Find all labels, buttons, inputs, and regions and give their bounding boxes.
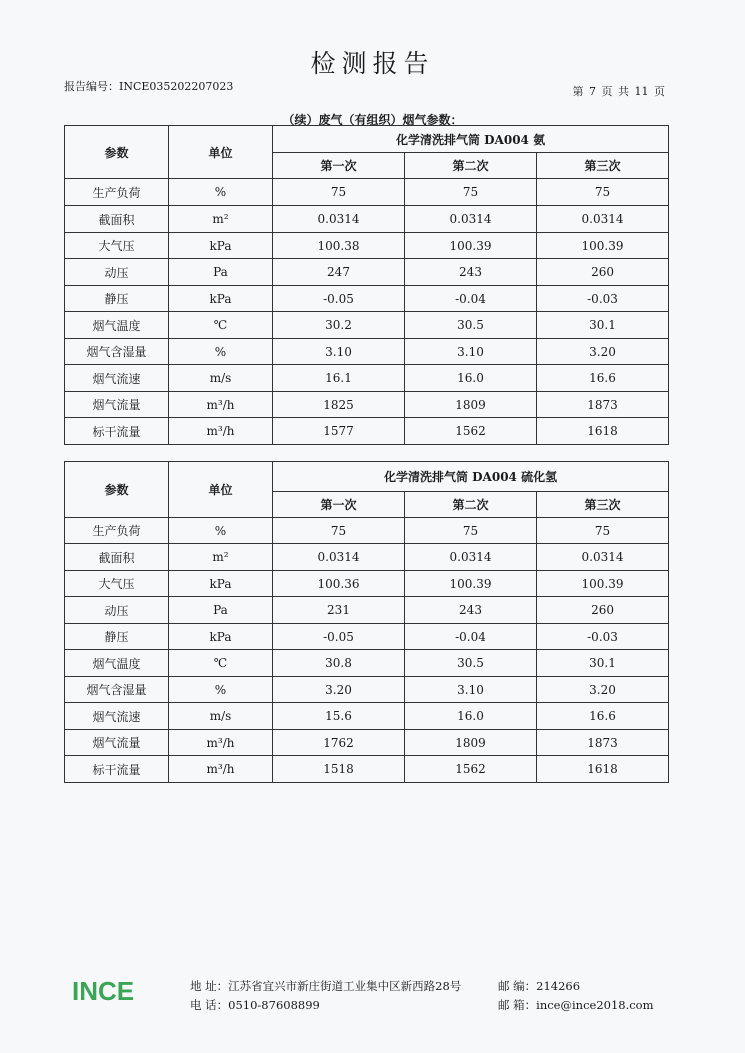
param-cell: 烟气流速 — [65, 703, 169, 730]
unit-cell: % — [169, 518, 273, 544]
unit-cell: kPa — [169, 233, 273, 259]
table-row — [65, 518, 669, 544]
unit-cell: m/s — [169, 365, 273, 392]
run-3-cell: 260 — [537, 259, 669, 286]
report-title: 检测报告 — [310, 49, 435, 78]
run-2-cell: 0.0314 — [405, 544, 537, 571]
unit-cell: ℃ — [169, 312, 273, 339]
table-row — [65, 312, 669, 339]
header-run-3: 第三次 — [537, 153, 669, 179]
run-1-cell: 1577 — [273, 418, 405, 445]
param-cell: 大气压 — [65, 233, 169, 259]
param-cell: 生产负荷 — [65, 518, 169, 544]
run-3-cell: 16.6 — [537, 703, 669, 730]
run-3-cell: 1873 — [537, 392, 669, 418]
table-row — [65, 339, 669, 365]
run-1-cell: -0.05 — [273, 624, 405, 650]
param-cell: 烟气含湿量 — [65, 677, 169, 703]
footer-email: 邮 箱：ince@ince2018.com — [498, 998, 654, 1012]
footer-address: 地 址：江苏省宜兴市新庄街道工业集中区新西路28号 — [190, 979, 462, 993]
run-2-cell: 30.5 — [405, 650, 537, 677]
header-unit: 单位 — [169, 462, 273, 518]
unit-cell: kPa — [169, 624, 273, 650]
run-2-cell: -0.04 — [405, 286, 537, 312]
table-row — [65, 418, 669, 445]
unit-cell: m/s — [169, 703, 273, 730]
table-row — [65, 365, 669, 392]
unit-cell: ℃ — [169, 650, 273, 677]
footer-phone: 电 话：0510-87608899 — [190, 998, 320, 1012]
table-row — [65, 624, 669, 650]
header-source: 化学清洗排气筒 DA004 硫化氢 — [273, 462, 669, 492]
run-3-cell: 3.20 — [537, 677, 669, 703]
table-row — [65, 179, 669, 206]
flue-gas-table-ammonia — [64, 125, 669, 445]
param-cell: 标干流量 — [65, 756, 169, 783]
page-indicator: 第 7 页 共 11 页 — [572, 85, 665, 98]
run-3-cell: 30.1 — [537, 312, 669, 339]
run-1-cell: 100.36 — [273, 571, 405, 597]
run-3-cell: 100.39 — [537, 233, 669, 259]
run-2-cell: 75 — [405, 179, 537, 206]
unit-cell: m³/h — [169, 392, 273, 418]
run-3-cell: 1873 — [537, 730, 669, 756]
run-1-cell: 16.1 — [273, 365, 405, 392]
seal-fragment — [731, 575, 743, 597]
run-1-cell: 15.6 — [273, 703, 405, 730]
table-row — [65, 571, 669, 597]
run-2-cell: -0.04 — [405, 624, 537, 650]
run-3-cell: -0.03 — [537, 624, 669, 650]
param-cell: 烟气流量 — [65, 730, 169, 756]
table-row — [65, 233, 669, 259]
unit-cell: % — [169, 179, 273, 206]
table-row — [65, 756, 669, 783]
flue-gas-table-hydrogen-sulfide — [64, 461, 669, 783]
table-row — [65, 259, 669, 286]
run-2-cell: 1809 — [405, 730, 537, 756]
table-row — [65, 703, 669, 730]
run-1-cell: 75 — [273, 179, 405, 206]
unit-cell: % — [169, 339, 273, 365]
run-1-cell: 3.20 — [273, 677, 405, 703]
header-run-3: 第三次 — [537, 492, 669, 518]
param-cell: 动压 — [65, 597, 169, 624]
header-param: 参数 — [65, 126, 169, 179]
run-3-cell: 100.39 — [537, 571, 669, 597]
param-cell: 大气压 — [65, 571, 169, 597]
param-cell: 截面积 — [65, 544, 169, 571]
run-2-cell: 1562 — [405, 756, 537, 783]
run-1-cell: 1762 — [273, 730, 405, 756]
param-cell: 烟气含湿量 — [65, 339, 169, 365]
run-3-cell: 260 — [537, 597, 669, 624]
header-param: 参数 — [65, 462, 169, 518]
unit-cell: m³/h — [169, 730, 273, 756]
run-3-cell: 16.6 — [537, 365, 669, 392]
table-row — [65, 650, 669, 677]
unit-cell: Pa — [169, 259, 273, 286]
param-cell: 生产负荷 — [65, 179, 169, 206]
table-row — [65, 677, 669, 703]
run-1-cell: 30.2 — [273, 312, 405, 339]
table-row — [65, 392, 669, 418]
run-2-cell: 75 — [405, 518, 537, 544]
run-3-cell: 0.0314 — [537, 544, 669, 571]
unit-cell: m³/h — [169, 418, 273, 445]
run-2-cell: 100.39 — [405, 233, 537, 259]
param-cell: 烟气温度 — [65, 650, 169, 677]
run-3-cell: 30.1 — [537, 650, 669, 677]
header-run-2: 第二次 — [405, 492, 537, 518]
run-2-cell: 0.0314 — [405, 206, 537, 233]
table-row — [65, 730, 669, 756]
unit-cell: % — [169, 677, 273, 703]
run-3-cell: 1618 — [537, 418, 669, 445]
unit-cell: Pa — [169, 597, 273, 624]
run-1-cell: 1518 — [273, 756, 405, 783]
table-row — [65, 544, 669, 571]
section-caption: （续）废气（有组织）烟气参数： — [282, 113, 463, 127]
run-1-cell: 75 — [273, 518, 405, 544]
footer-postcode: 邮 编：214266 — [498, 979, 581, 993]
run-2-cell: 243 — [405, 259, 537, 286]
header-unit: 单位 — [169, 126, 273, 179]
run-1-cell: 100.38 — [273, 233, 405, 259]
run-1-cell: 3.10 — [273, 339, 405, 365]
seal-fragment — [731, 625, 743, 647]
run-1-cell: 231 — [273, 597, 405, 624]
run-1-cell: 30.8 — [273, 650, 405, 677]
table-row — [65, 286, 669, 312]
run-3-cell: 75 — [537, 179, 669, 206]
run-2-cell: 100.39 — [405, 571, 537, 597]
header-run-1: 第一次 — [273, 492, 405, 518]
run-2-cell: 16.0 — [405, 703, 537, 730]
run-2-cell: 16.0 — [405, 365, 537, 392]
run-2-cell: 3.10 — [405, 677, 537, 703]
run-1-cell: 247 — [273, 259, 405, 286]
run-2-cell: 3.10 — [405, 339, 537, 365]
report-number: 报告编号：INCE035202207023 — [64, 80, 234, 93]
run-1-cell: -0.05 — [273, 286, 405, 312]
table-row — [65, 597, 669, 624]
ince-logo-icon — [72, 977, 160, 1005]
run-2-cell: 1809 — [405, 392, 537, 418]
run-2-cell: 30.5 — [405, 312, 537, 339]
header-run-1: 第一次 — [273, 153, 405, 179]
run-3-cell: 1618 — [537, 756, 669, 783]
run-3-cell: -0.03 — [537, 286, 669, 312]
run-3-cell: 3.20 — [537, 339, 669, 365]
param-cell: 烟气流量 — [65, 392, 169, 418]
unit-cell: m² — [169, 206, 273, 233]
param-cell: 动压 — [65, 259, 169, 286]
logo-text: INCE — [72, 977, 135, 1005]
run-3-cell: 75 — [537, 518, 669, 544]
footer-contact — [190, 977, 461, 1015]
param-cell: 标干流量 — [65, 418, 169, 445]
run-2-cell: 243 — [405, 597, 537, 624]
unit-cell: m³/h — [169, 756, 273, 783]
unit-cell: m² — [169, 544, 273, 571]
param-cell: 截面积 — [65, 206, 169, 233]
param-cell: 静压 — [65, 624, 169, 650]
run-1-cell: 1825 — [273, 392, 405, 418]
unit-cell: kPa — [169, 286, 273, 312]
run-1-cell: 0.0314 — [273, 544, 405, 571]
unit-cell: kPa — [169, 571, 273, 597]
param-cell: 烟气温度 — [65, 312, 169, 339]
param-cell: 静压 — [65, 286, 169, 312]
header-source: 化学清洗排气筒 DA004 氨 — [273, 126, 669, 153]
run-1-cell: 0.0314 — [273, 206, 405, 233]
table-row — [65, 206, 669, 233]
run-2-cell: 1562 — [405, 418, 537, 445]
param-cell: 烟气流速 — [65, 365, 169, 392]
header-run-2: 第二次 — [405, 153, 537, 179]
company-logo — [72, 977, 160, 1009]
footer-contact-right — [498, 977, 654, 1015]
run-3-cell: 0.0314 — [537, 206, 669, 233]
